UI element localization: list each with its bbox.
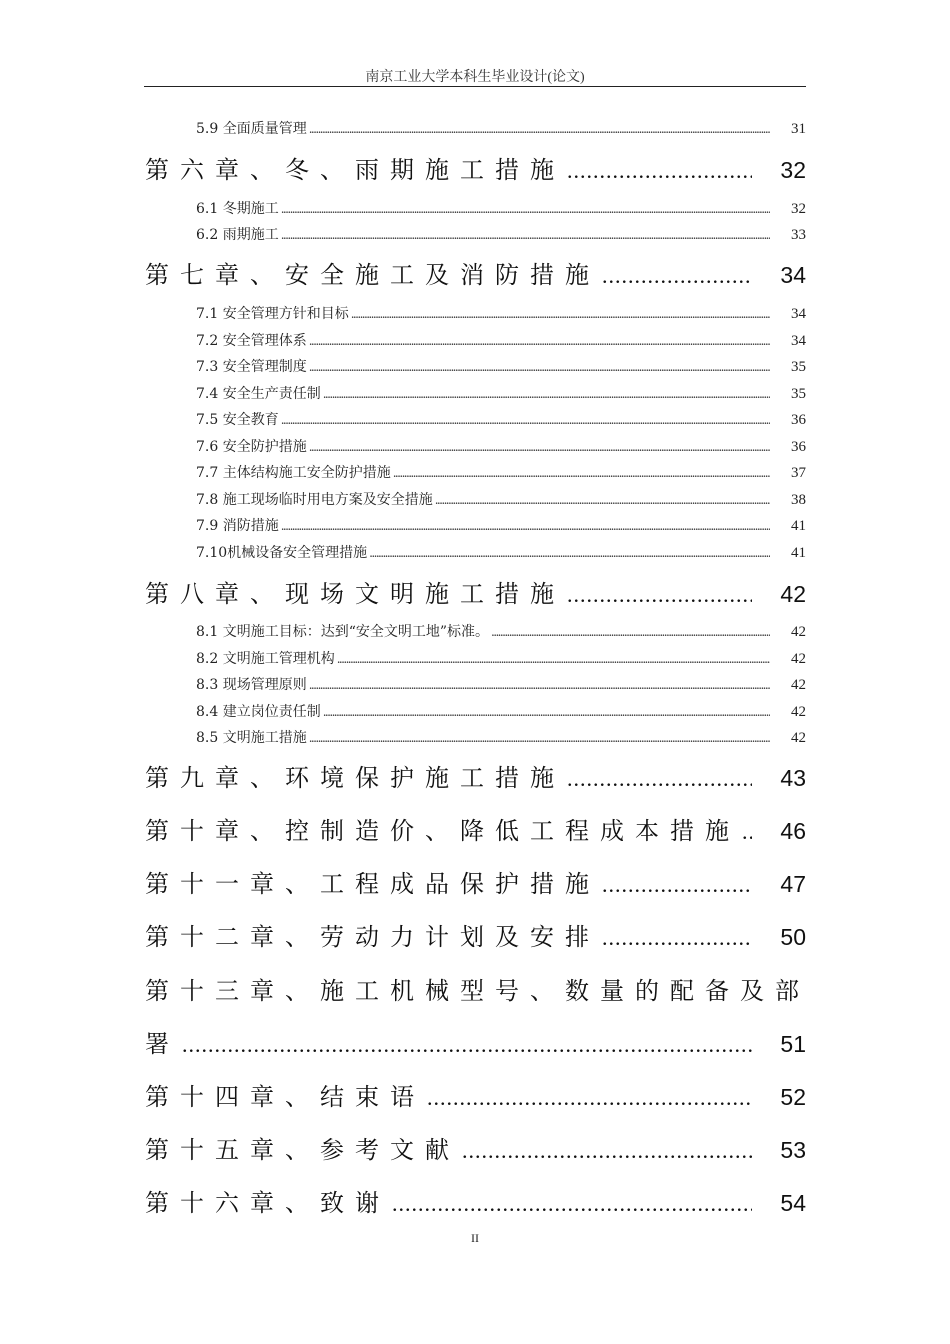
dot-leader	[427, 1082, 752, 1114]
toc-entry-label: 8.4 建立岗位责任制	[196, 704, 321, 720]
toc-entry-page: 33	[791, 227, 806, 243]
dot-leader	[602, 922, 752, 954]
toc-chapter-page: 43	[780, 765, 806, 791]
toc-entry-label: 8.1 文明施工目标：达到“安全文明工地”标准。	[196, 624, 490, 640]
toc-chapter-page: 50	[780, 924, 806, 950]
toc-chapter[interactable]	[145, 259, 806, 292]
toc-entry[interactable]	[196, 357, 806, 377]
toc-entry[interactable]	[196, 675, 806, 695]
toc-entry-label: 7.3 安全管理制度	[196, 359, 307, 375]
toc-entry-page: 32	[791, 201, 806, 217]
toc-entry-label: 7.7 主体结构施工安全防护措施	[196, 465, 391, 481]
dot-leader	[491, 622, 770, 642]
dot-leader	[309, 119, 770, 139]
toc-chapter-page: 52	[780, 1084, 806, 1110]
toc-chapter-page: 51	[780, 1031, 806, 1057]
dot-leader	[323, 384, 770, 404]
dot-leader	[602, 869, 752, 901]
toc-entry-page: 36	[791, 412, 806, 428]
page-header: 南京工业大学本科生毕业设计(论文)	[365, 70, 585, 85]
toc-entry[interactable]	[196, 331, 806, 351]
toc-chapter-page: 34	[780, 262, 806, 288]
toc-chapter-label: 第九章、环境保护施工措施	[145, 764, 565, 792]
toc-chapter-label: 第十五章、参考文献	[145, 1136, 460, 1164]
toc-entry-label: 8.5 文明施工措施	[196, 730, 307, 746]
toc-entry-page: 42	[791, 624, 806, 640]
toc-entry-label: 7.5 安全教育	[196, 412, 279, 428]
toc-entry-label: 7.6 安全防护措施	[196, 439, 307, 455]
dot-leader	[281, 516, 770, 536]
toc-entry-page: 41	[791, 518, 806, 534]
toc-chapter-label: 第八章、现场文明施工措施	[145, 580, 565, 608]
toc-entry[interactable]	[196, 410, 806, 430]
toc-entry-label: 6.2 雨期施工	[196, 227, 279, 243]
toc-entry[interactable]	[196, 199, 806, 219]
toc-entry-page: 42	[791, 730, 806, 746]
dot-leader	[309, 331, 770, 351]
toc-chapter-label: 第六章、冬、雨期施工措施	[145, 156, 565, 184]
toc-entry-label: 5.9 全面质量管理	[196, 121, 307, 137]
toc-entry[interactable]	[196, 437, 806, 457]
toc-chapter-label: 第十二章、劳动力计划及安排	[145, 923, 600, 951]
dot-leader	[392, 1188, 752, 1220]
dot-leader	[602, 260, 752, 292]
toc-chapter-label: 第十四章、结束语	[145, 1083, 425, 1111]
toc-entry[interactable]	[196, 384, 806, 404]
toc-entry[interactable]	[196, 119, 806, 139]
toc-entry-label: 8.3 现场管理原则	[196, 677, 307, 693]
toc-entry[interactable]	[196, 728, 806, 748]
dot-leader	[435, 490, 770, 510]
toc-chapter[interactable]	[145, 921, 806, 954]
toc-entry[interactable]	[196, 543, 806, 563]
dot-leader	[281, 225, 770, 245]
toc-entry-page: 37	[791, 465, 806, 481]
toc-chapter-label: 第七章、安全施工及消防措施	[145, 261, 600, 289]
toc-entry[interactable]	[196, 622, 806, 642]
toc-entry[interactable]	[196, 463, 806, 483]
header-rule	[144, 86, 806, 87]
toc-chapter[interactable]	[145, 868, 806, 901]
dot-leader	[567, 155, 752, 187]
toc-chapter[interactable]	[145, 1187, 806, 1220]
toc-entry[interactable]	[196, 649, 806, 669]
toc-chapter-page: 32	[780, 157, 806, 183]
toc-entry-label: 7.10机械设备安全管理措施	[196, 545, 368, 561]
toc-entry-page: 34	[791, 333, 806, 349]
toc-chapter[interactable]	[145, 578, 806, 611]
dot-leader	[309, 437, 770, 457]
dot-leader	[281, 199, 770, 219]
toc-entry-label: 8.2 文明施工管理机构	[196, 651, 335, 667]
toc-chapter-label: 第十章、控制造价、降低工程成本措施	[145, 817, 740, 845]
toc-entry[interactable]	[196, 225, 806, 245]
dot-leader	[567, 763, 752, 795]
toc-chapter-label-wrapped[interactable]: 第十三章、施工机械型号、数量的配备及部	[145, 977, 810, 1005]
toc-entry-label: 6.1 冬期施工	[196, 201, 279, 217]
dot-leader	[462, 1135, 752, 1167]
toc-chapter[interactable]	[145, 1081, 806, 1114]
toc-entry-page: 42	[791, 651, 806, 667]
toc-entry-label: 7.1 安全管理方针和目标	[196, 306, 349, 322]
toc-entry[interactable]	[196, 702, 806, 722]
dot-leader	[309, 675, 770, 695]
toc-entry-page: 42	[791, 677, 806, 693]
toc-entry-page: 41	[791, 545, 806, 561]
toc-entry[interactable]	[196, 516, 806, 536]
toc-entry-page: 42	[791, 704, 806, 720]
toc-chapter-page: 47	[780, 871, 806, 897]
toc-entry-label: 7.9 消防措施	[196, 518, 279, 534]
toc-chapter[interactable]	[145, 815, 806, 848]
toc-entry-label: 7.8 施工现场临时用电方案及安全措施	[196, 492, 433, 508]
toc-entry-page: 34	[791, 306, 806, 322]
dot-leader	[337, 649, 770, 669]
dot-leader	[281, 410, 770, 430]
toc-chapter[interactable]	[145, 154, 806, 187]
dot-leader	[309, 357, 770, 377]
toc-chapter[interactable]	[145, 1134, 806, 1167]
toc-entry-label: 7.4 安全生产责任制	[196, 386, 321, 402]
toc-chapter[interactable]	[145, 762, 806, 795]
toc-entry[interactable]	[196, 304, 806, 324]
toc-entry-page: 35	[791, 386, 806, 402]
toc-entry-label: 7.2 安全管理体系	[196, 333, 307, 349]
toc-chapter-page: 46	[780, 818, 806, 844]
dot-leader	[351, 304, 770, 324]
toc-entry-page: 38	[791, 492, 806, 508]
toc-chapter-page: 54	[780, 1190, 806, 1216]
toc-entry[interactable]	[196, 490, 806, 510]
dot-leader	[567, 579, 752, 611]
toc-chapter-page: 42	[780, 581, 806, 607]
dot-leader	[393, 463, 770, 483]
toc-entry-page: 36	[791, 439, 806, 455]
dot-leader	[309, 728, 770, 748]
dot-leader	[742, 816, 752, 848]
toc-chapter[interactable]	[145, 1028, 806, 1061]
toc-chapter-label: 第十一章、工程成品保护措施	[145, 870, 600, 898]
toc-entry-page: 31	[791, 121, 806, 137]
toc-entry-page: 35	[791, 359, 806, 375]
toc-chapter-page: 53	[780, 1137, 806, 1163]
toc-chapter-label: 第十六章、致谢	[145, 1189, 390, 1217]
dot-leader	[323, 702, 770, 722]
toc-chapter-label: 署	[145, 1030, 180, 1058]
dot-leader	[369, 543, 770, 563]
dot-leader	[182, 1029, 752, 1061]
page-number: II	[471, 1231, 479, 1245]
